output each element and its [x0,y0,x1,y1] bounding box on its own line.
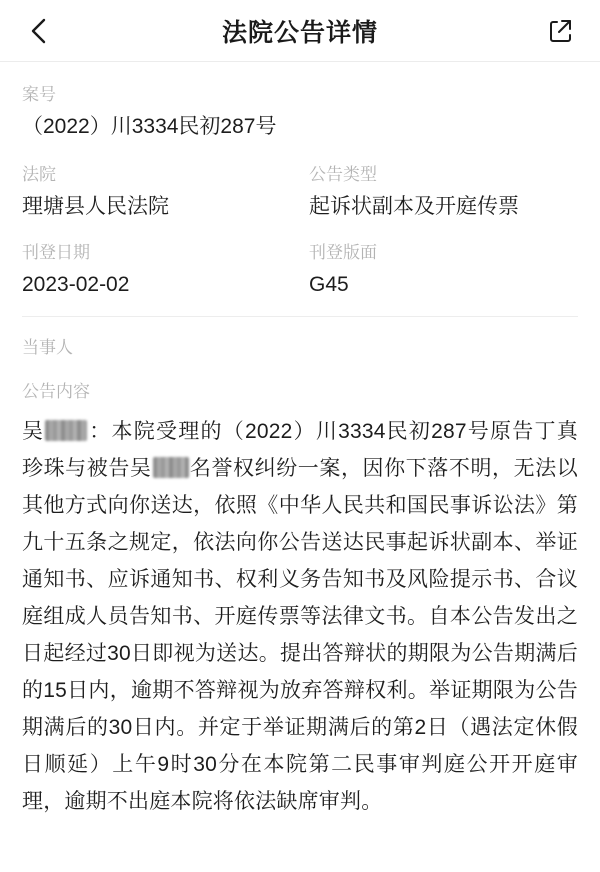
chevron-left-icon [28,16,50,46]
court-label: 法院 [22,165,56,184]
publish-date-field [22,238,301,300]
notice-content-section [22,377,578,820]
announcement-type-field [301,160,578,222]
app-header [0,0,600,62]
section-divider [22,316,578,317]
publish-date-value: 2023-02-02 [22,273,130,296]
notice-content-label: 公告内容 [22,382,90,401]
parties-field [22,333,578,363]
publish-page-value: G45 [309,273,349,296]
parties-label: 当事人 [22,338,73,357]
notice-text-part2: 名誉权纠纷一案，因你下落不明，无法以其他方式向你送达，依照《中华人民共和国民事诉讼法》第九十五条之规定，依法向你公告送达民事起诉状副本、举证通知书、应诉通知书、权利义务告知书及风险提示书、合议庭组成人员告知书、开庭传票等法律文书。自本公告发出之日起经过30日即视为送达。提出答辩状的期限为公告期满后的15日内，逾期不答辩视为放弃答辩权利。举证期限为公告期满后的30日内。并定于举证期满后的第2日（遇法定休假日顺延）上午9时30分在本院第二民事审判庭公开开庭审理，逾期不出庭本院将依法缺席审判。 [22,457,578,813]
court-field [22,160,301,222]
redacted-name-block [45,420,87,441]
notice-name-prefix: 吴 [22,420,45,443]
page-title: 法院公告详情 [221,18,378,47]
share-button[interactable] [544,14,578,48]
case-number-label: 案号 [22,85,56,104]
court-type-row [22,160,578,222]
date-page-row [22,238,578,300]
publish-page-label: 刊登版面 [309,243,377,262]
back-button[interactable] [22,14,56,48]
publish-date-label: 刊登日期 [22,243,90,262]
detail-content [0,62,600,860]
notice-content-text [22,413,578,820]
redacted-name-block-2 [153,457,189,478]
announcement-type-label: 公告类型 [309,165,377,184]
bottom-spacer [22,820,578,860]
case-number-field [22,80,578,142]
announcement-type-value: 起诉状副本及开庭传票 [309,195,519,218]
notice-text-part1: ：本院受理的（2022）川3334民初287号原告丁真珍珠与被告吴 [22,420,578,480]
court-value: 理塘县人民法院 [22,195,169,218]
share-external-icon [548,18,574,44]
publish-page-field [301,238,578,300]
case-number-value: （2022）川3334民初287号 [22,115,277,138]
